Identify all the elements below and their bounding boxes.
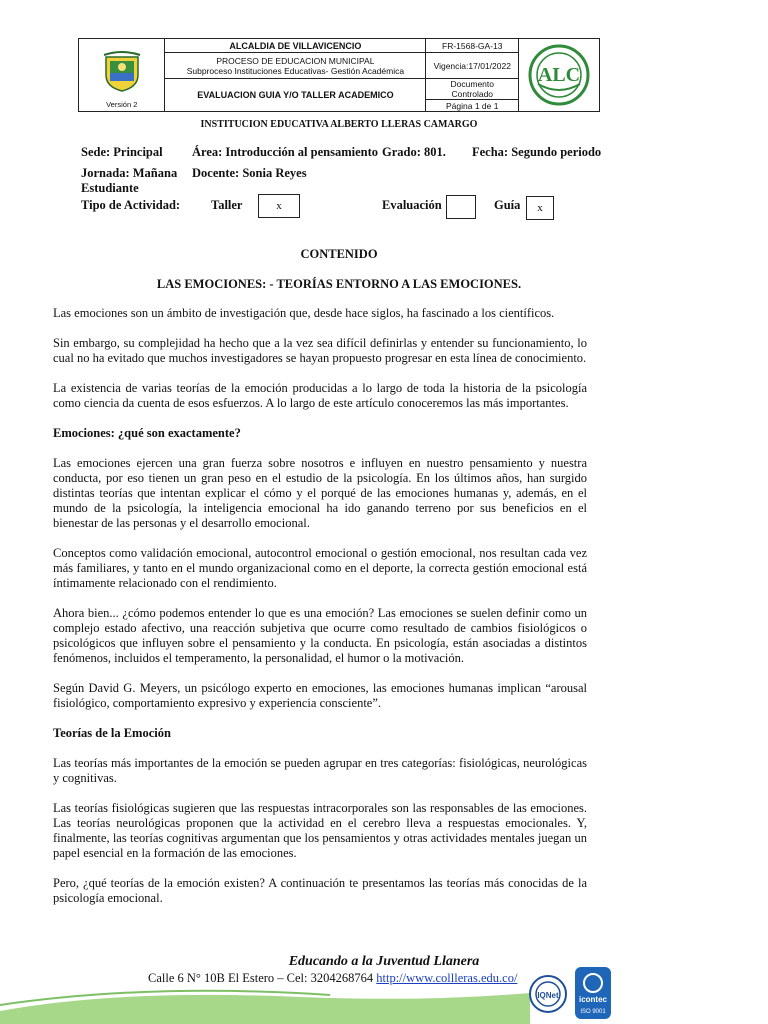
paragraph: Pero, ¿qué teorías de la emoción existen? A continuación te presentamos las teorías más conocidas de la psicología emocional. [53, 876, 587, 905]
evaluacion-checkbox[interactable] [446, 195, 476, 219]
taller-checkbox[interactable]: x [258, 194, 300, 218]
version-label: Versión 2 [106, 100, 138, 109]
activity-type-label: Tipo de Actividad: [81, 198, 181, 212]
paragraph: Las teorías más importantes de la emoción se pueden agrupar en tres categorías: fisiológicas, neurológicas y cognitivas. [53, 756, 587, 785]
document-header [78, 38, 600, 112]
footer-address [148, 971, 517, 986]
guia-label: Guía [494, 198, 521, 212]
evaluacion-label: Evaluación [382, 198, 442, 212]
area-label: Área: Introducción al pensamiento [192, 145, 378, 159]
grado-label: Grado: 801. [382, 145, 446, 159]
controlled-document [426, 79, 519, 100]
page-number: Página 1 de 1 [426, 100, 519, 112]
footer-slogan: Educando a la Juventud Llanera [288, 954, 480, 969]
icontec-certification-icon [574, 966, 612, 1020]
institution-name: INSTITUCION EDUCATIVA ALBERTO LLERAS CAMARGO [200, 119, 478, 130]
jornada-label: Jornada: Mañana [81, 166, 178, 180]
section-heading: Teorías de la Emoción [53, 726, 171, 740]
footer-address-text: Calle 6 N° 10B El Estero – Cel: 3204268764 [148, 971, 377, 985]
paragraph: Las emociones son un ámbito de investigación que, desde hace siglos, ha fascinado a los científicos. [53, 306, 555, 320]
iqnet-text: IQNet [537, 991, 559, 1000]
contenido-heading: CONTENIDO [300, 247, 378, 261]
paragraph: Sin embargo, su complejidad ha hecho que a la vez sea difícil definirlas y entender su funcionamiento, lo cual no ha evitado que muchos investigadores se hayan propuesto progresar en esta línea de conocimiento. [53, 336, 587, 365]
estudiante-label: Estudiante [81, 181, 139, 195]
guia-checkbox[interactable]: x [526, 196, 554, 220]
form-code: FR-1568-GA-13 [426, 39, 519, 53]
municipality-title: ALCALDIA DE VILLAVICENCIO [165, 39, 426, 53]
docente-label: Docente: Sonia Reyes [192, 166, 307, 180]
school-logo-text: ALC [537, 64, 581, 86]
process-line: PROCESO DE EDUCACION MUNICIPAL [216, 55, 375, 66]
subprocess-line: Subproceso Instituciones Educativas- Gestión Académica [186, 65, 405, 76]
validity-date: Vigencia:17/01/2022 [426, 53, 519, 79]
icontec-iso-text: ISO 9001 [580, 1009, 606, 1015]
paragraph: Las emociones ejercen una gran fuerza sobre nosotros e influyen en nuestro pensamiento y nuestra conducta, por eso tienen un gran peso en el estudio de la psicología. En los últimos años, han surgido distintas teorías que intentan explicar el cómo y el porqué de las emociones humanas y, además, en el mundo de la psicología, la inteligencia emocional ha ido ganando terreno por sus beneficios en el bienestar de las personas y el desarrollo emocional. [53, 456, 587, 530]
iqnet-certification-icon [528, 974, 568, 1014]
municipal-shield-cell [79, 39, 165, 112]
form-title: EVALUACION GUIA Y/O TALLER ACADEMICO [165, 79, 426, 112]
content-body [53, 306, 587, 921]
taller-label: Taller [211, 198, 243, 212]
municipal-shield-icon [102, 51, 142, 93]
school-website-link[interactable]: http://www.collleras.edu.co/ [376, 971, 518, 985]
main-title: LAS EMOCIONES: - TEORÍAS ENTORNO A LAS EMOCIONES. [156, 277, 522, 291]
school-logo-icon [528, 44, 590, 106]
section-heading: Emociones: ¿qué son exactamente? [53, 426, 241, 440]
paragraph: Conceptos como validación emocional, autocontrol emocional o gestión emocional, nos resultan cada vez más familiares, y tanto en el mundo organizacional como en el deporte, la correcta gestión emocional está íntimamente relacionado con el rendimiento. [53, 546, 587, 590]
process-title [165, 53, 426, 79]
sede-label: Sede: Principal [81, 145, 163, 159]
paragraph: Según David G. Meyers, un psicólogo experto en emociones, las emociones humanas implican “arousal fisiológico, comportamiento expresivo y experiencia consciente”. [53, 681, 587, 710]
paragraph: Las teorías fisiológicas sugieren que las respuestas intracorporales son las responsables de las emociones. Las teorías neurológicas proponen que la actividad en el cerebro lleva a respuestas emocionales. Y, finalmente, las teorías cognitivas argumentan que los pensamientos y otras actividades mentales juegan un papel esencial en la formación de las emociones. [53, 801, 587, 860]
school-logo-cell [519, 39, 600, 112]
paragraph: Ahora bien... ¿cómo podemos entender lo que es una emoción? Las emociones se suelen definir como un complejo estado afectivo, una reacción subjetiva que ocurre como resultado de cambios fisiológicos o psicológicos que influyen sobre el pensamiento y la conducta. En psicología, están asociadas a distintos fenómenos, incluidos el temperamento, la personalidad, el humor o la motivación. [53, 606, 587, 665]
icontec-text: icontec [578, 995, 608, 1004]
controlled-document-line1: Documento [450, 79, 494, 89]
controlled-document-line2: Controlado [451, 89, 494, 99]
fecha-label: Fecha: Segundo periodo [472, 145, 602, 159]
footer-green-band [0, 985, 530, 1024]
paragraph: La existencia de varias teorías de la emoción producidas a lo largo de toda la historia de la psicología como ciencia da cuenta de esos esfuerzos. A lo largo de este artículo conoceremos las más importantes. [53, 381, 587, 410]
